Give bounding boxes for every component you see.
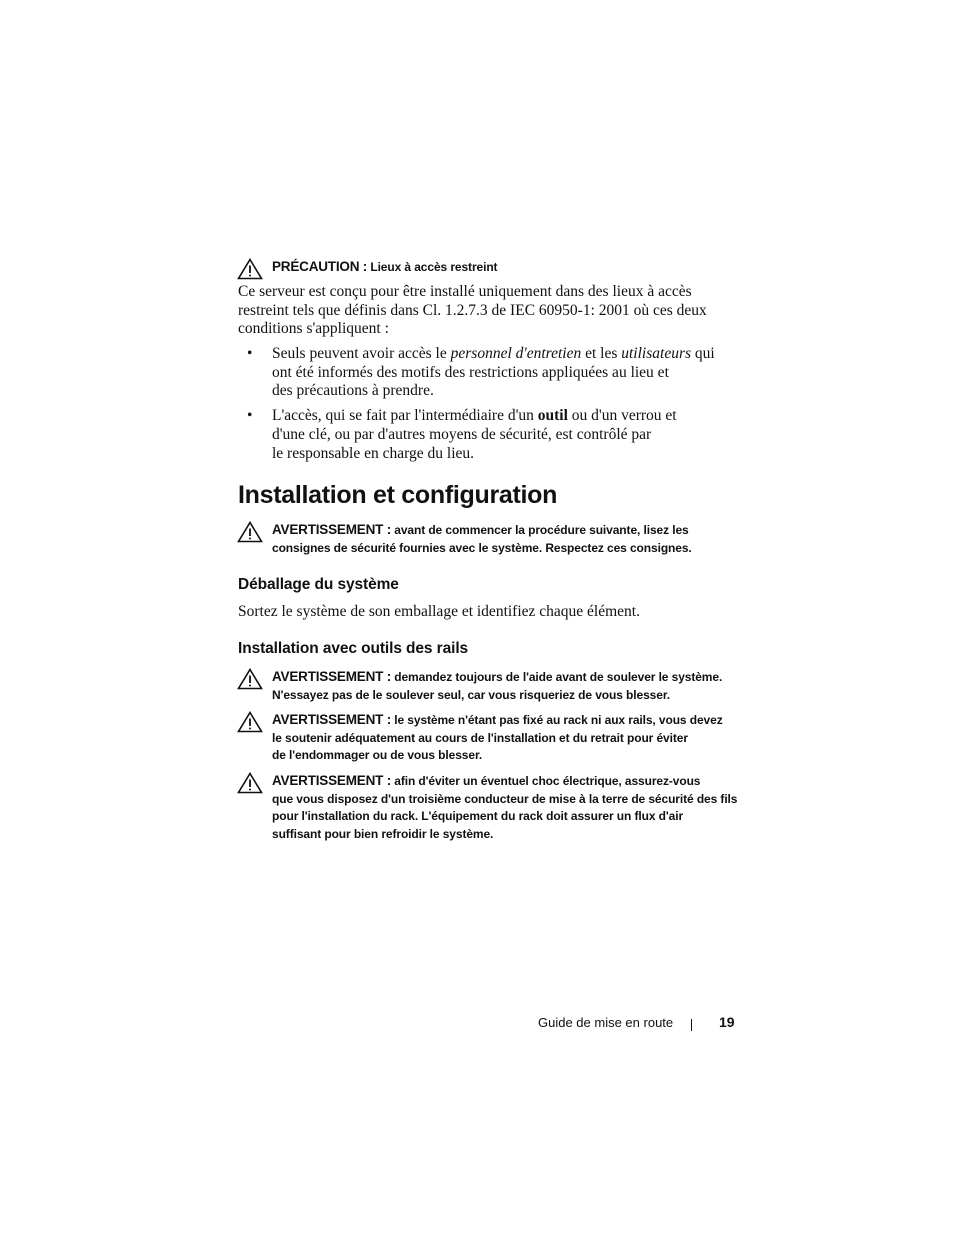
bullet-text-c: et les — [581, 345, 622, 362]
bullet-line: d'une clé, ou par d'autres moyens de sécurité, est contrôlé par — [272, 425, 652, 443]
footer-divider — [691, 1019, 692, 1031]
section-title: Installation et configuration — [238, 481, 558, 509]
warning-label: AVERTISSEMENT : — [272, 773, 392, 788]
warning-label: AVERTISSEMENT : — [272, 669, 392, 684]
footer-guide-title: Guide de mise en route — [538, 1015, 674, 1030]
warning-line: pour l'installation du rack. L'équipement du rack doit assurer un flux d'air — [272, 809, 684, 823]
warning-line: le système n'étant pas fixé au rack ni aux rails, vous devez — [391, 713, 723, 727]
warning-notice — [237, 772, 742, 843]
warning-text — [272, 668, 742, 704]
bullet-text-e: qui — [691, 345, 715, 362]
conditions-list — [238, 345, 738, 469]
warning-label: AVERTISSEMENT : — [272, 522, 392, 537]
bullet-marker: • — [247, 345, 253, 362]
warning-triangle-icon — [237, 258, 263, 280]
warning-triangle-icon — [237, 772, 263, 794]
warning-triangle-icon — [237, 668, 263, 690]
warning-triangle-icon — [237, 521, 263, 543]
warning-line: suffisant pour bien refroidir le système. — [272, 826, 494, 841]
bullet-text-c: ou d'un verrou et — [567, 407, 677, 425]
bullet-emphasis: personnel d'entretien — [450, 345, 582, 362]
warning-line: avant de commencer la procédure suivante, lisez les — [391, 523, 689, 537]
caution-body: Lieux à accès restreint — [367, 260, 498, 274]
warning-text — [272, 772, 742, 843]
bullet-marker: • — [247, 407, 253, 425]
bullet-text-a: Seuls peuvent avoir accès le — [272, 345, 451, 362]
page-number: 19 — [719, 1014, 735, 1030]
warning-line: N'essayez pas de le soulever seul, car vous risqueriez de vous blesser. — [272, 687, 670, 702]
warning-notice — [237, 711, 742, 765]
bullet-emphasis: utilisateurs — [621, 345, 692, 362]
warning-line: que vous disposez d'un troisième conducteur de mise à la terre de sécurité des fils — [272, 791, 738, 806]
warning-triangle-icon — [237, 711, 263, 733]
caution-label: PRÉCAUTION : — [272, 259, 368, 274]
warning-notice — [237, 521, 742, 557]
subsection-title-unpacking: Déballage du système — [238, 576, 399, 593]
bullet-line: des précautions à prendre. — [272, 382, 434, 400]
bullet-line: ont été informés des motifs des restrictions appliquées au lieu et — [272, 363, 669, 381]
bullet-text-a: L'accès, qui se fait par l'intermédiaire d'un — [272, 407, 538, 425]
unpacking-paragraph: Sortez le système de son emballage et identifiez chaque élément. — [238, 603, 640, 620]
bullet-line: le responsable en charge du lieu. — [272, 444, 474, 462]
subsection-title-rails: Installation avec outils des rails — [238, 640, 469, 657]
list-item — [238, 407, 738, 463]
caution-notice — [237, 258, 742, 277]
warning-line: afin d'éviter un éventuel choc électrique, assurez-vous — [391, 774, 701, 788]
warning-line: le soutenir adéquatement au cours de l'installation et du retrait pour éviter — [272, 730, 688, 745]
warning-text — [272, 711, 742, 765]
warning-label: AVERTISSEMENT : — [272, 712, 392, 727]
warning-notice — [237, 668, 742, 704]
warning-text — [272, 521, 742, 557]
caution-text — [272, 258, 742, 277]
list-item — [238, 345, 738, 401]
bullet-emphasis: outil — [537, 407, 568, 425]
warning-line: demandez toujours de l'aide avant de soulever le système. — [391, 670, 723, 684]
intro-paragraph: Ce serveur est conçu pour être installé uniquement dans des lieux à accès restreint tels que définis dans Cl. 1.2.7.3 de IEC 60950-1: 2001 où ces deux conditions s'appliquent : — [238, 283, 707, 338]
warning-line: consignes de sécurité fournies avec le système. Respectez ces consignes. — [272, 540, 692, 555]
warning-line: de l'endommager ou de vous blesser. — [272, 748, 483, 762]
